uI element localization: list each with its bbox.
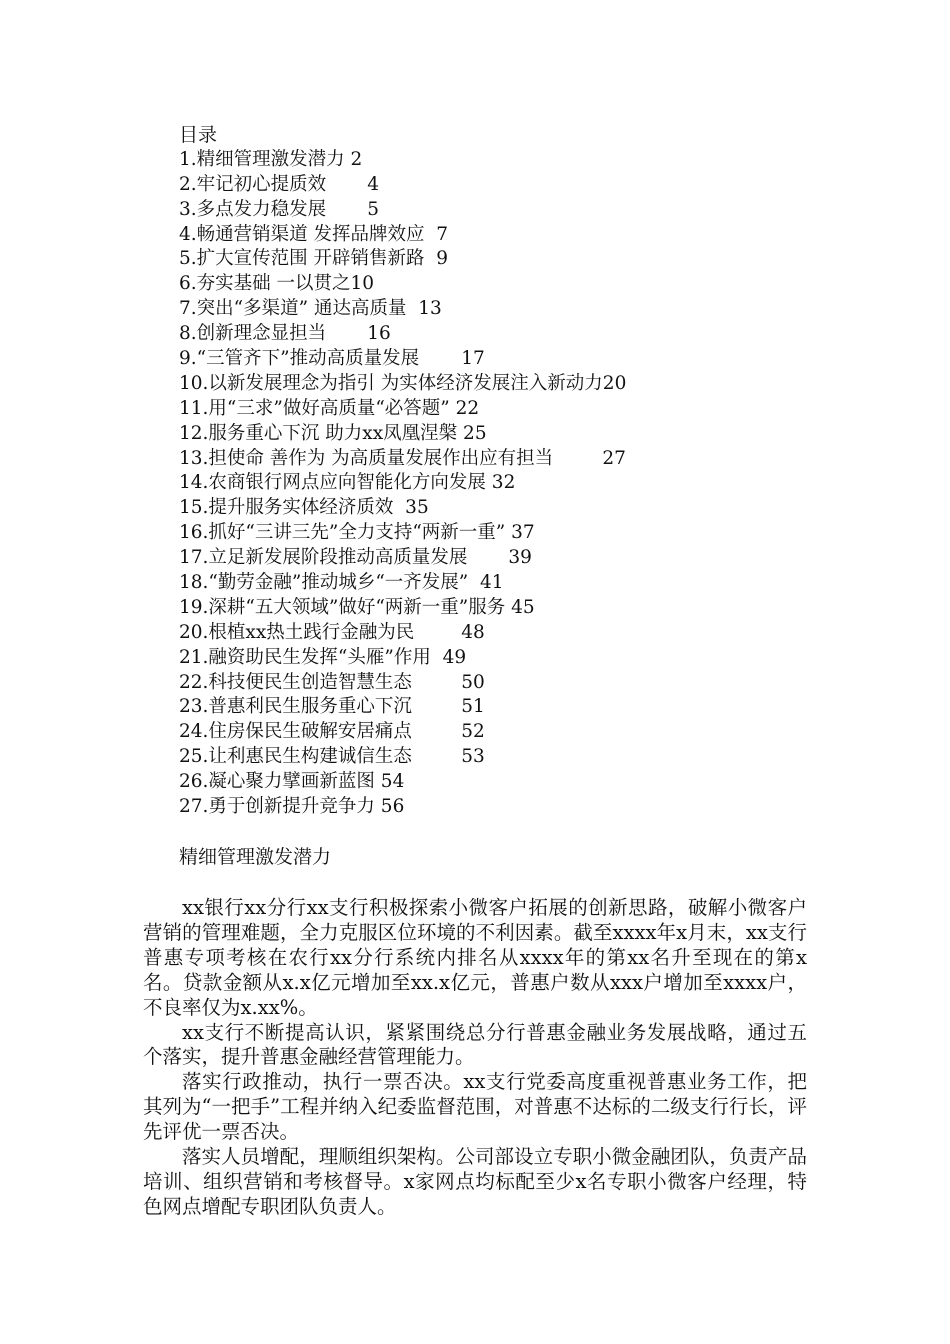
toc-item: 27.勇于创新提升竞争力 56 — [179, 796, 405, 818]
toc-item: 3.多点发力稳发展 5 — [179, 198, 379, 220]
toc-item: 22.科技便民生创造智慧生态 50 — [179, 671, 485, 693]
section-heading: 精细管理激发潜力 — [179, 846, 332, 868]
body-paragraph: 落实行政推动，执行一票否决。xx支行党委高度重视普惠业务工作，把其列为“一把手”工程并纳入纪委监督范围，对普惠不达标的二级支行行长，评先评优一票否决。 — [143, 1070, 807, 1144]
toc-item: 8.创新理念显担当 16 — [179, 323, 391, 345]
section-body — [143, 896, 807, 1220]
toc-item: 21.融资助民生发挥“头雁”作用 49 — [179, 646, 467, 668]
toc-item: 14.农商银行网点应向智能化方向发展 32 — [179, 472, 516, 494]
body-paragraph: 落实人员增配，理顺组织架构。公司部设立专职小微金融团队，负责产品培训、组织营销和考核督导。x家网点均标配至少x名专职小微客户经理，特色网点增配专职团队负责人。 — [143, 1145, 807, 1218]
toc-item: 12.服务重心下沉 助力xx凤凰涅槃 25 — [179, 422, 487, 444]
toc-item: 7.突出“多渠道” 通达高质量 13 — [179, 298, 442, 320]
body-paragraph: xx银行xx分行xx支行积极探索小微客户拓展的创新思路，破解小微客户营销的管理难题，全力克服区位环境的不利因素。截至xxxx年x月末，xx支行普惠专项考核在农行xx分行系统内排名从xxxx年的第xx名升至现在的第x名。贷款金额从x.x亿元增加至xx.x亿元，普惠户数从xxx户增加至xxxx户，不良率仅为x.xx%。 — [143, 896, 807, 1019]
toc-item: 6.夯实基础 一以贯之10 — [179, 273, 375, 295]
toc-item: 13.担使命 善作为 为高质量发展作出应有担当 27 — [179, 447, 626, 469]
toc-item: 16.抓好“三讲三先”全力支持“两新一重” 37 — [179, 522, 535, 544]
toc-item: 15.提升服务实体经济质效 35 — [179, 497, 429, 519]
toc-item: 1.精细管理激发潜力 2 — [179, 148, 363, 170]
toc-item: 4.畅通营销渠道 发挥品牌效应 7 — [179, 223, 449, 245]
toc-item: 2.牢记初心提质效 4 — [179, 173, 379, 195]
toc-item: 5.扩大宣传范围 开辟销售新路 9 — [179, 248, 449, 270]
toc-item: 20.根植xx热土践行金融为民 48 — [179, 621, 485, 643]
toc-title: 目录 — [179, 124, 218, 146]
toc-item: 11.用“三求”做好高质量“必答题” 22 — [179, 397, 480, 419]
toc-item: 9.“三管齐下”推动高质量发展 17 — [179, 348, 485, 370]
table-of-contents — [179, 123, 819, 820]
toc-item: 19.深耕“五大领域”做好“两新一重”服务 45 — [179, 596, 535, 618]
toc-item: 17.立足新发展阶段推动高质量发展 39 — [179, 547, 532, 569]
toc-item: 10.以新发展理念为指引 为实体经济发展注入新动力20 — [179, 372, 627, 394]
toc-item: 18.“勤劳金融”推动城乡“一齐发展” 41 — [179, 572, 504, 594]
toc-item: 26.凝心聚力擘画新蓝图 54 — [179, 771, 405, 793]
body-paragraph: xx支行不断提高认识，紧紧围绕总分行普惠金融业务发展战略，通过五个落实，提升普惠金融经营管理能力。 — [143, 1020, 807, 1069]
toc-item: 25.让利惠民生构建诚信生态 53 — [179, 746, 485, 768]
toc-item: 24.住房保民生破解安居痛点 52 — [179, 721, 485, 743]
toc-item: 23.普惠利民生服务重心下沉 51 — [179, 696, 485, 718]
